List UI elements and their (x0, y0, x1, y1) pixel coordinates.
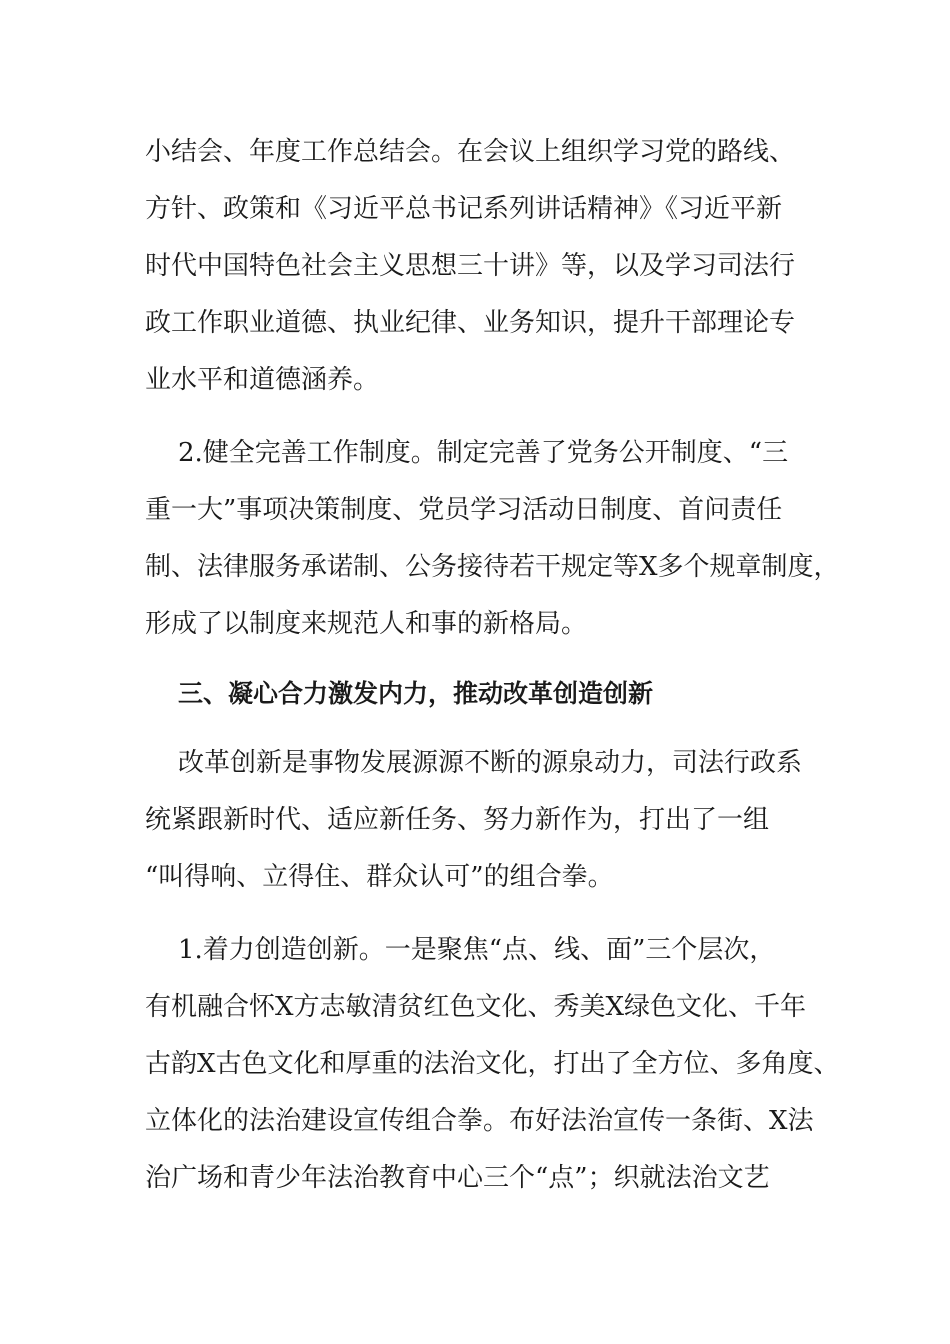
list-item-heading-line: 1.着力创造创新。一是聚焦“点、线、面”三个层次， (178, 935, 776, 965)
paragraph-line: 业水平和道德涵养。 (145, 365, 380, 395)
paragraph-line: 政工作职业道德、执业纪律、业务知识，提升干部理论专 (145, 308, 796, 338)
paragraph-line: 立体化的法治建设宣传组合拳。布好法治宣传一条街、X法 (145, 1106, 814, 1136)
paragraph-line: 统紧跟新时代、适应新任务、努力新作为，打出了一组 (145, 805, 770, 835)
paragraph-line: 改革创新是事物发展源源不断的源泉动力，司法行政系 (178, 748, 803, 778)
list-item-heading-line: 2.健全完善工作制度。制定完善了党务公开制度、“三 (178, 438, 789, 468)
paragraph-line: “叫得响、立得住、群众认可”的组合拳。 (145, 862, 614, 892)
section-heading: 三、凝心合力激发内力，推动改革创造创新 (178, 679, 654, 708)
paragraph-line: 小结会、年度工作总结会。在会议上组织学习党的路线、 (145, 137, 796, 167)
paragraph-line: 古韵X古色文化和厚重的法治文化，打出了全方位、多角度、 (145, 1049, 840, 1079)
paragraph-line: 重一大”事项决策制度、党员学习活动日制度、首问责任 (145, 495, 783, 525)
paragraph-line: 制、法律服务承诺制、公务接待若干规定等X多个规章制度， (145, 552, 840, 582)
paragraph-line: 方针、政策和《习近平总书记系列讲话精神》《习近平新 (145, 194, 783, 224)
paragraph-line: 治广场和青少年法治教育中心三个“点”；织就法治文艺 (145, 1163, 770, 1193)
paragraph-line: 时代中国特色社会主义思想三十讲》等，以及学习司法行 (145, 251, 796, 281)
paragraph-line: 有机融合怀X方志敏清贫红色文化、秀美X绿色文化、千年 (145, 992, 807, 1022)
paragraph-line: 形成了以制度来规范人和事的新格局。 (145, 609, 588, 639)
